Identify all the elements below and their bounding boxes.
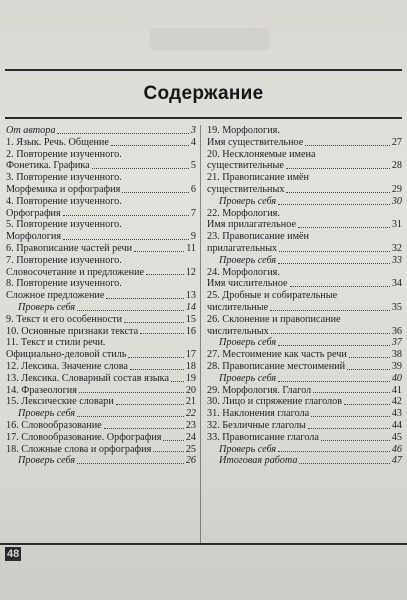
dot-leader (79, 392, 184, 393)
toc-entry-heading: 4. Повторение изученного. (6, 195, 122, 207)
toc-entry-title: Морфемика и орфография (6, 183, 121, 195)
toc-entry (6, 337, 196, 361)
toc-entry-row (6, 455, 196, 467)
toc-entry (6, 172, 196, 196)
toc-entry-heading: 25. Дробные и собирательные (207, 290, 338, 302)
toc-entry-row (207, 243, 402, 255)
toc-entry (207, 408, 402, 420)
toc-page-number: 30 (391, 195, 402, 207)
toc-entry-row (207, 408, 402, 420)
toc-page-number: 14 (185, 301, 196, 313)
toc-entry (6, 125, 196, 137)
dot-leader (163, 440, 183, 441)
toc-page-number: 29 (391, 183, 402, 195)
toc-entry-title: 18. Сложные слова и орфография (6, 443, 152, 455)
toc-entry (6, 396, 196, 408)
toc-entry-title: Официально-деловой стиль (6, 349, 127, 361)
toc-entry-title: 10. Основные признаки текста (6, 325, 139, 337)
toc-page-number: 42 (391, 396, 402, 408)
toc-entry-row (6, 243, 196, 255)
toc-page-number: 6 (190, 183, 196, 195)
toc-entry-row (6, 231, 196, 243)
dot-leader (77, 463, 184, 464)
toc-entry-title: Проверь себя (219, 443, 277, 455)
toc-entry (6, 420, 196, 432)
dot-leader (171, 381, 184, 382)
dot-leader (116, 404, 184, 405)
column-divider (200, 125, 201, 543)
toc-entry (6, 196, 196, 220)
toc-entry-row (207, 432, 402, 444)
toc-page-number: 5 (190, 160, 196, 172)
toc-entry-title: Имя существительное (207, 136, 304, 148)
toc-entry-title: Имя числительное (207, 278, 288, 290)
toc-entry-row (207, 361, 402, 373)
toc-entry-row (207, 396, 402, 408)
toc-entry (6, 408, 196, 420)
toc-entry (6, 302, 196, 314)
toc-page-number: 35 (391, 301, 402, 313)
toc-page-number: 19 (185, 372, 196, 384)
toc-entry (207, 255, 402, 267)
toc-page-number: 46 (391, 443, 402, 455)
toc-page-number: 7 (190, 207, 196, 219)
toc-entry-title: Сложное предложение (6, 290, 105, 302)
toc-entry-title: Имя прилагательное (207, 219, 296, 231)
toc-entry (6, 149, 196, 173)
toc-entry (6, 385, 196, 397)
toc-entry-title: Словосочетание и предложение (6, 266, 145, 278)
toc-entry (207, 337, 402, 349)
footer-rule (0, 543, 407, 567)
dot-leader (111, 145, 189, 146)
dot-leader (311, 416, 390, 417)
toc-page-number: 13 (185, 290, 196, 302)
toc-page-number: 15 (185, 313, 196, 325)
toc-entry-row (207, 219, 402, 231)
dot-leader (130, 369, 184, 370)
dot-leader (286, 192, 389, 193)
toc-left-column (6, 125, 196, 467)
toc-page-number: 31 (391, 219, 402, 231)
toc-entry-title: 1. Язык. Речь. Общение (6, 136, 109, 148)
toc-page-number: 37 (391, 337, 402, 349)
toc-page-number: 40 (391, 372, 402, 384)
toc-entry-row (6, 349, 196, 361)
toc-entry (6, 314, 196, 326)
toc-entry-title: 15. Лексические словари (6, 396, 114, 408)
toc-entry-heading: 7. Повторение изученного. (6, 254, 122, 266)
toc-entry-row (207, 184, 402, 196)
bleed-through-shadow (150, 28, 270, 50)
dot-leader (278, 381, 390, 382)
toc-entry (6, 361, 196, 373)
dot-leader (122, 192, 189, 193)
toc-entry-heading: 19. Морфология. (207, 125, 280, 136)
toc-entry-title: Итоговая работа (219, 455, 298, 467)
dot-leader (63, 215, 189, 216)
toc-entry-heading: 3. Повторение изученного. (6, 172, 122, 184)
toc-entry-title: 28. Правописание местоимений (207, 360, 346, 372)
toc-entry (207, 432, 402, 444)
toc-page-number: 23 (185, 419, 196, 431)
toc-page-number: 22 (185, 408, 196, 420)
toc-entry-heading: 26. Склонение и правописание (207, 313, 341, 325)
toc-entry-title: 9. Текст и его особенности (6, 313, 123, 325)
toc-page-number: 41 (391, 384, 402, 396)
toc-page-number: 28 (391, 160, 402, 172)
toc-entry-title: существительных (207, 183, 285, 195)
page-title: Содержание (143, 83, 264, 104)
toc-entry (6, 243, 196, 255)
toc-entry-row (207, 302, 402, 314)
toc-entry-row (6, 267, 196, 279)
toc-entry (207, 208, 402, 232)
toc-entry-row (6, 160, 196, 172)
toc-entry-heading: 23. Правописание имён (207, 231, 310, 243)
dot-leader (271, 333, 390, 334)
toc-entry (207, 420, 402, 432)
toc-page-number: 9 (190, 231, 196, 243)
toc-entry-row (207, 160, 402, 172)
toc-page-number: 38 (391, 349, 402, 361)
toc-entry-row (6, 208, 196, 220)
dot-leader (278, 263, 390, 264)
dot-leader (146, 274, 184, 275)
toc-entry (207, 149, 402, 173)
toc-entry-row (6, 290, 196, 302)
toc-page-number: 4 (190, 136, 196, 148)
toc-entry (207, 349, 402, 361)
toc-page-number: 32 (391, 242, 402, 254)
toc-entry (207, 125, 402, 149)
dot-leader (77, 310, 184, 311)
toc-entry (6, 137, 196, 149)
toc-page-number: 36 (391, 325, 402, 337)
toc-entry-row (207, 278, 402, 290)
toc-page-number: 33 (391, 254, 402, 266)
toc-page-number: 47 (391, 455, 402, 467)
toc-entry-title: 16. Словообразование (6, 419, 102, 431)
toc-entry-title: От автора (6, 125, 56, 136)
dot-leader (77, 416, 184, 417)
dot-leader (290, 286, 390, 287)
toc-entry-row (6, 361, 196, 373)
dot-leader (278, 345, 390, 346)
toc-entry-row (6, 137, 196, 149)
toc-page-number: 16 (185, 325, 196, 337)
toc-entry-title: числительных (207, 325, 269, 337)
dot-leader (63, 239, 189, 240)
toc-entry (207, 267, 402, 291)
toc-page-number: 21 (185, 396, 196, 408)
toc-page-number: 43 (391, 408, 402, 420)
dot-leader (321, 440, 390, 441)
dot-leader (57, 133, 188, 134)
toc-entry-title: 30. Лицо и спряжение глаголов (207, 396, 343, 408)
toc-entry-row (207, 420, 402, 432)
dot-leader (298, 227, 390, 228)
toc-entry-row (207, 385, 402, 397)
toc-entry-title: Проверь себя (18, 455, 76, 467)
dot-leader (278, 204, 390, 205)
toc-entry-row (6, 408, 196, 420)
toc-entry (207, 172, 402, 196)
toc-entry-heading: 24. Морфология. (207, 266, 280, 278)
toc-page-number: 12 (185, 266, 196, 278)
toc-entry-row (6, 302, 196, 314)
page-number: 48 (7, 548, 20, 560)
toc-entry-row (6, 373, 196, 385)
toc-page-number: 27 (391, 136, 402, 148)
toc-entry-title: Фонетика. Графика (6, 160, 90, 172)
toc-entry-row (6, 432, 196, 444)
dot-leader (279, 251, 390, 252)
dot-leader (344, 404, 390, 405)
toc-entry-row (207, 455, 402, 467)
toc-entry-title: Орфография (6, 207, 61, 219)
toc-entry-heading: 11. Текст и стили речи. (6, 337, 106, 349)
toc-page-number: 3 (190, 125, 196, 136)
toc-entry-row (6, 314, 196, 326)
toc-entry (6, 373, 196, 385)
dot-leader (308, 428, 390, 429)
dot-leader (106, 298, 183, 299)
toc-entry-title: 17. Словообразование. Орфография (6, 431, 162, 443)
title-bar (5, 69, 402, 119)
toc-entry (207, 444, 402, 456)
dot-leader (140, 333, 184, 334)
toc-entry (207, 373, 402, 385)
dot-leader (347, 369, 390, 370)
toc-entry (207, 231, 402, 255)
dot-leader (153, 451, 184, 452)
toc-entry-heading: 8. Повторение изученного. (6, 278, 122, 290)
toc-entry-title: 33. Правописание глагола (207, 431, 319, 443)
toc-entry-row (207, 373, 402, 385)
toc-entry-title: 31. Наклонения глагола (207, 408, 310, 420)
toc-entry (6, 255, 196, 279)
toc-entry (207, 361, 402, 373)
toc-entry-title: 12. Лексика. Значение слова (6, 360, 128, 372)
toc-entry-title: 13. Лексика. Словарный состав языка (6, 372, 169, 384)
toc-page-number: 24 (185, 431, 196, 443)
dot-leader (299, 463, 389, 464)
toc-right-column (207, 125, 402, 467)
dot-leader (313, 392, 390, 393)
toc-entry (6, 432, 196, 444)
dot-leader (128, 357, 183, 358)
dot-leader (305, 145, 390, 146)
toc-entry (207, 385, 402, 397)
toc-page-number: 34 (391, 278, 402, 290)
toc-entry (207, 455, 402, 467)
toc-page-number: 18 (185, 360, 196, 372)
toc-entry-title: числительные (207, 301, 269, 313)
toc-page-number: 11 (186, 242, 196, 254)
toc-entry-title: Морфология (6, 231, 62, 243)
toc-entry-title: 29. Морфология. Глагол (207, 384, 312, 396)
dot-leader (349, 357, 390, 358)
toc-entry-title: существительные (207, 160, 284, 172)
toc-entry-title: 32. Безличные глаголы (207, 419, 306, 431)
toc-entry-row (207, 255, 402, 267)
toc-entry-heading: 20. Несклоняемые имена (207, 148, 316, 160)
dot-leader (92, 168, 189, 169)
dot-leader (278, 451, 390, 452)
toc-entry-row (207, 326, 402, 338)
toc-entry (6, 444, 196, 456)
toc-entry-title: 27. Местоимение как часть речи (207, 349, 347, 361)
toc-entry-title: Проверь себя (219, 195, 277, 207)
toc-entry-heading: 21. Правописание имён (207, 172, 310, 184)
toc-entry-row (207, 349, 402, 361)
toc-entry-row (207, 196, 402, 208)
toc-entry-row (6, 396, 196, 408)
toc-entry-heading: 22. Морфология. (207, 207, 280, 219)
toc-entry-title: Проверь себя (18, 301, 76, 313)
toc-entry-row (6, 444, 196, 456)
toc-page-number: 25 (185, 443, 196, 455)
dot-leader (286, 168, 390, 169)
dot-leader (104, 428, 184, 429)
toc-entry-title: прилагательных (207, 242, 278, 254)
toc-page-number: 39 (391, 360, 402, 372)
toc-entry-row (6, 385, 196, 397)
toc-page-number: 26 (185, 455, 196, 467)
toc-page-number: 44 (391, 419, 402, 431)
dot-leader (134, 251, 184, 252)
toc-entry (6, 278, 196, 302)
toc-page-number: 17 (185, 349, 196, 361)
toc-entry (6, 455, 196, 467)
toc-entry-row (207, 137, 402, 149)
toc-entry (207, 290, 402, 314)
toc-entry-title: Проверь себя (219, 337, 277, 349)
toc-entry (6, 326, 196, 338)
toc-entry (207, 196, 402, 208)
toc-entry-title: 6. Правописание частей речи (6, 242, 133, 254)
toc-entry-row (6, 184, 196, 196)
toc-page-number: 45 (391, 431, 402, 443)
dot-leader (270, 310, 390, 311)
toc-entry (6, 219, 196, 243)
toc-entry-row (6, 420, 196, 432)
toc-entry-heading: 2. Повторение изученного. (6, 148, 122, 160)
toc-entry-row (6, 326, 196, 338)
toc-entry-row (207, 444, 402, 456)
toc-entry-title: Проверь себя (219, 372, 277, 384)
toc-entry-heading: 5. Повторение изученного. (6, 219, 122, 231)
toc-entry (207, 396, 402, 408)
dot-leader (124, 322, 184, 323)
toc-page-number: 20 (185, 384, 196, 396)
toc-entry (207, 314, 402, 338)
toc-entry-title: Проверь себя (219, 254, 277, 266)
toc-entry-row (6, 125, 196, 137)
toc-entry-title: Проверь себя (18, 408, 76, 420)
toc-entry-title: 14. Фразеология (6, 384, 77, 396)
toc-entry-row (207, 337, 402, 349)
